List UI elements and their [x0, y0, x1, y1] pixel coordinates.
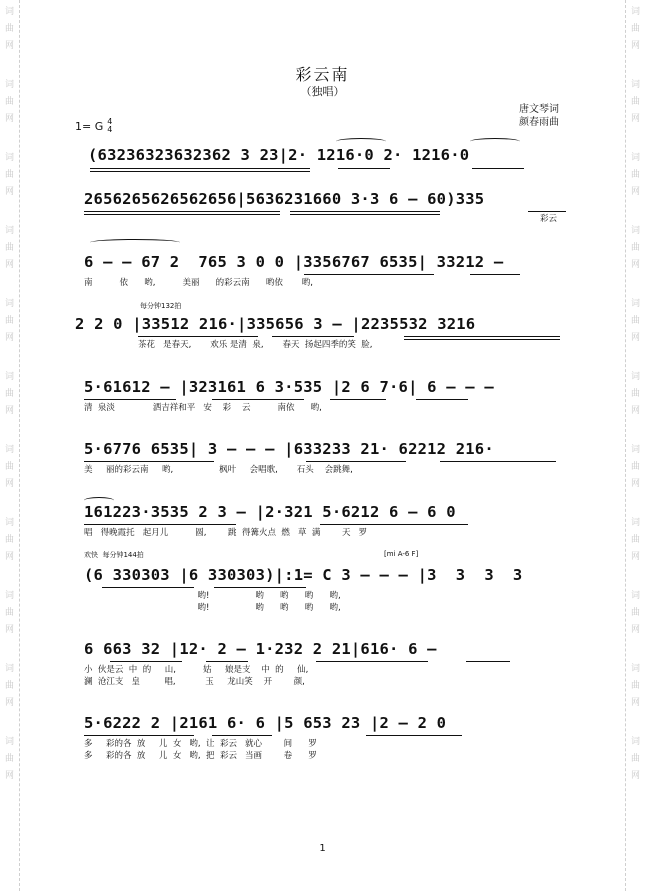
lyric-line: 哟! 哟 哟 哟 哟, [84, 591, 341, 601]
beam-line [404, 339, 560, 340]
watermark-group: 词 曲 网 [630, 518, 640, 562]
beam-line [212, 399, 304, 400]
beam-line [440, 461, 556, 462]
lyric-line: 小 伙是云 中 的 山, 姑 娘是支 中 的 仙, [84, 665, 309, 675]
beam-line [304, 274, 434, 275]
beam-line [320, 524, 468, 525]
beam-line [272, 336, 354, 337]
beam-line [138, 336, 258, 337]
lyric-line: 多 彩的各 放 儿 女 哟, 让 彩云 就心 间 罗 [84, 739, 317, 749]
beam-line [290, 211, 440, 212]
watermark-group: 词 曲 网 [4, 445, 14, 489]
page-number: 1 [319, 843, 326, 854]
beam-line [528, 211, 566, 212]
score-row-9 [0, 640, 645, 712]
lyric-line: 美 丽的彩云南 哟, 枫叶 会唱歌, 石头 会跳舞, [84, 465, 353, 475]
lyric-line: 澜 沧江支 皇 唱, 玉 龙山笑 开 颜, [84, 677, 305, 687]
notation-line: 5·6776 6535| 3 — — — |633233 21· 62212 216· [84, 440, 494, 458]
beam-line [84, 524, 236, 525]
notation-line: 5·6222 2 |2161 6· 6 |5 653 23 |2 — 2 0 [84, 714, 447, 732]
beam-line [84, 461, 214, 462]
watermark-group: 词 曲 网 [630, 299, 640, 343]
meter-bottom: 4 [107, 125, 113, 134]
score-row-8 [0, 550, 645, 638]
beam-line [470, 274, 520, 275]
beam-line [84, 399, 176, 400]
beam-line [90, 171, 310, 172]
beam-line [110, 661, 182, 662]
beam-line [306, 461, 406, 462]
watermark-group: 词 曲 网 [4, 664, 14, 708]
beam-line [84, 211, 280, 212]
score-row-10 [0, 714, 645, 786]
key-signature [75, 118, 112, 134]
watermark-group: 词 曲 网 [630, 80, 640, 124]
beam-line [84, 735, 194, 736]
watermark-group: 词 曲 网 [4, 299, 14, 343]
lyric-line: 多 彩的各 放 儿 女 哟, 把 彩云 当画 卷 罗 [84, 751, 317, 761]
key-change-mark: [mi A-6 F] [384, 550, 419, 558]
beam-line [206, 661, 248, 662]
beam-line [316, 661, 428, 662]
beam-line [330, 399, 386, 400]
watermark-group: 词 曲 网 [4, 80, 14, 124]
lyric-line: 彩云 [540, 214, 558, 224]
lyric-line: 南 依 哟, 美丽 的彩云南 哟依 哟, [84, 278, 313, 288]
notation-line: 161223·3535 2 3 — |2·321 5·6212 6 — 6 0 [84, 503, 456, 521]
beam-line [416, 399, 468, 400]
lyric-line: 唱 得晚霞托 起月儿 圆, 跳 得篝火点 燃 草 满 天 罗 [84, 528, 368, 538]
watermark-group: 词 曲 网 [4, 7, 14, 51]
meter-top: 4 [107, 117, 113, 126]
beam-line [90, 168, 310, 169]
composer: 颜春雨曲 [519, 117, 559, 128]
beam-line [366, 735, 462, 736]
score-row-4 [0, 302, 645, 387]
watermark-group: 词 曲 网 [630, 445, 640, 489]
slur [84, 497, 114, 504]
time-signature [107, 118, 112, 134]
beam-line [472, 168, 524, 169]
notation-line: (6 330303 |6 330303)|:1= C 3 — — — |3 3 3 3 [84, 566, 523, 584]
lyric-line: 清 泉淡 洒吉祥和平 安 彩 云 南依 哟, [84, 403, 322, 413]
beam-line [466, 661, 510, 662]
slur [90, 239, 180, 246]
watermark-group: 词 曲 网 [4, 226, 14, 270]
watermark-group: 词 曲 网 [630, 372, 640, 416]
tempo-mark: 每分钟132拍 [140, 302, 182, 310]
beam-line [212, 735, 272, 736]
notation-line: 6 — — 67 2 765 3 0 0 |3356767 6535| 33212 — [84, 253, 504, 271]
song-title: 彩云南 [295, 65, 350, 84]
watermark-group: 词 曲 网 [630, 737, 640, 781]
beam-line [404, 336, 560, 337]
watermark-group: 词 曲 网 [630, 226, 640, 270]
notation-line: (63236323632362 3 23|2· 1216·0 2· 1216·0 [88, 146, 470, 164]
slur [470, 138, 520, 145]
beam-line [84, 214, 280, 215]
notation-line: 5·61612 — |323161 6 3·535 |2 6 7·6| 6 — — — [84, 378, 494, 396]
watermark-group: 词 曲 网 [630, 591, 640, 635]
watermark-group: 词 曲 网 [4, 591, 14, 635]
beam-line [290, 214, 440, 215]
watermark-group: 词 曲 网 [630, 7, 640, 51]
credits [519, 103, 559, 129]
lyric-line: 茶花 是春天, 欢乐 是清 泉, 春天 扬起四季的笑 脸, [138, 340, 373, 350]
score-row-2 [0, 190, 645, 262]
beam-line [102, 587, 194, 588]
key-label: 1= G [75, 119, 104, 133]
notation-line: 2656265626562656|5636231660 3·3 6 — 60)335 [84, 190, 485, 208]
score-row-7 [0, 503, 645, 575]
lyricist: 唐文琴词 [519, 104, 559, 115]
watermark-group: 词 曲 网 [630, 664, 640, 708]
lyric-line: 哟! 哟 哟 哟 哟, [84, 603, 341, 613]
watermark-group: 词 曲 网 [4, 518, 14, 562]
watermark-group: 词 曲 网 [4, 737, 14, 781]
notation-line: 6 663 32 |12· 2 — 1·232 2 21|616· 6 — [84, 640, 437, 658]
watermark-group: 词 曲 网 [630, 153, 640, 197]
watermark-group: 词 曲 网 [4, 153, 14, 197]
watermark-group: 词 曲 网 [4, 372, 14, 416]
song-subtitle: （独唱） [300, 85, 345, 98]
notation-line: 2 2 0 |33512 216·|335656 3 — |2235532 3216 [75, 315, 476, 333]
slur [336, 138, 386, 145]
tempo-mark: 欢快 每分钟144拍 [84, 551, 144, 559]
beam-line [338, 168, 390, 169]
beam-line [214, 587, 306, 588]
